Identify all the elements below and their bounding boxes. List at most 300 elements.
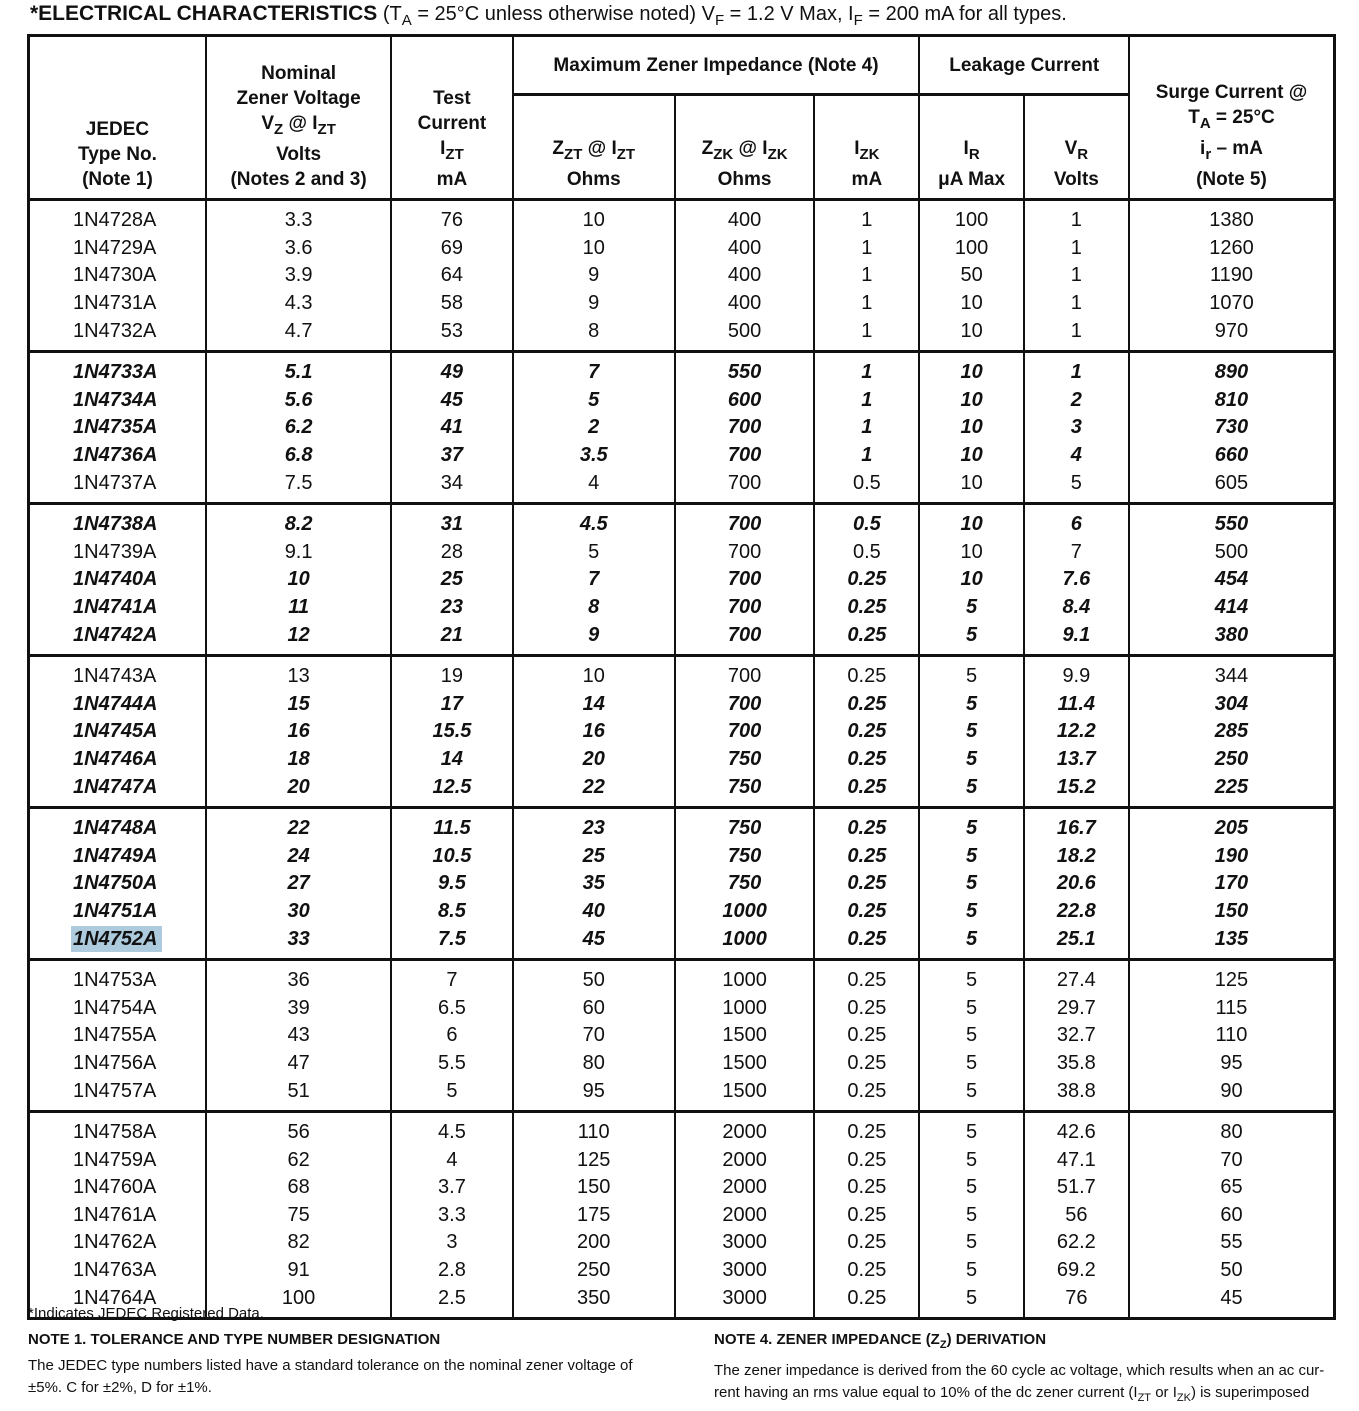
cell-izk [814,655,919,690]
cell-zzt [513,1111,675,1146]
cell-value: 1N4749A [73,844,158,867]
cell-value: 100 [954,236,989,259]
cell-vr [1024,539,1129,567]
cell-value: 3.9 [284,264,313,287]
cell-value: 1N4757A [73,1079,157,1102]
cell-type [29,503,206,538]
cell-type [29,539,206,567]
cell-value: 5 [966,1024,978,1047]
cell-zzt [513,1077,675,1111]
cell-izt [391,290,512,318]
cell-zzt [513,691,675,719]
cell-value: 7 [446,969,458,992]
cell-vz [206,898,391,926]
cell-type [29,1111,206,1146]
row-group [29,959,1335,1111]
cell-zzt [513,898,675,926]
cell-value: 1N4764A [73,1286,157,1309]
cell-value: 10 [960,471,983,494]
cell-izk [814,1146,919,1174]
cell-value: 3000 [722,1231,767,1254]
cell-zzk [675,1257,814,1285]
cell-type [29,870,206,898]
cell-value: 8 [588,596,600,619]
cell-value: 0.25 [847,927,887,950]
cell-zzk [675,1202,814,1230]
cell-value: 0.25 [847,747,887,770]
cell-vz [206,1174,391,1202]
cell-value: 9.9 [1062,665,1091,688]
cell-type [29,387,206,415]
cell-value: 62.2 [1056,1231,1096,1254]
cell-value: 1 [861,388,873,411]
cell-value: 1N4738A [73,513,158,536]
cell-value: 31 [440,513,464,536]
table-row [29,387,1335,415]
cell-izk [814,718,919,746]
cell-value: 58 [440,292,464,315]
cell-type [29,566,206,594]
cell-zzk [675,898,814,926]
cell-value: 5 [588,388,600,411]
cell-value: 1 [1070,292,1082,315]
cell-izk [814,414,919,442]
table-row [29,503,1335,538]
cell-value: 1N4731A [73,292,157,315]
cell-surge [1129,718,1335,746]
cell-zzt [513,655,675,690]
cell-type [29,898,206,926]
cell-value: 5 [966,1231,978,1254]
row-group [29,807,1335,959]
cell-vr [1024,691,1129,719]
cell-vr [1024,807,1129,842]
cell-izk [814,1022,919,1050]
cell-ir [919,351,1023,386]
cell-value: 0.5 [852,471,881,494]
cell-zzt [513,773,675,807]
cell-zzk [675,691,814,719]
cell-value: 550 [727,361,762,384]
cell-type [29,594,206,622]
cell-value: 25 [440,568,464,591]
table-row [29,200,1335,235]
cell-surge [1129,566,1335,594]
cell-value: 0.25 [847,1259,887,1282]
cell-value: 9.1 [1062,623,1091,646]
header-zzk: $Z_{ZK}$ @ $I_{ZK}$ Ohms [675,95,814,200]
cell-izt [391,1146,512,1174]
table-row [29,1146,1335,1174]
cell-izt [391,1229,512,1257]
cell-value: 605 [1214,471,1249,494]
cell-value: 22 [287,817,310,840]
cell-ir [919,387,1023,415]
cell-value: 1N4739A [73,540,157,563]
cell-value: 1190 [1209,264,1253,287]
cell-surge [1129,1229,1335,1257]
cell-vr [1024,898,1129,926]
cell-ir [919,1202,1023,1230]
cell-value: 20 [582,747,605,770]
cell-izk [814,442,919,470]
cell-value: 700 [727,444,762,467]
cell-value: 700 [727,540,762,563]
cell-izk [814,387,919,415]
cell-value: 3.3 [438,1203,466,1226]
cell-value: 22 [582,775,605,798]
cell-value: 1N4740A [73,568,158,591]
cell-value: 150 [1214,899,1249,922]
cell-value: 1000 [722,996,767,1019]
cell-value: 0.25 [847,844,887,867]
electrical-characteristics-table [27,34,1336,1320]
cell-zzk [675,1077,814,1111]
cell-value: 45 [582,927,605,950]
cell-izk [814,925,919,959]
cell-value: 9.1 [284,540,313,563]
cell-izk [814,1257,919,1285]
cell-value: 700 [727,596,762,619]
cell-type [29,773,206,807]
cell-type [29,1174,206,1202]
cell-izt [391,1284,512,1318]
cell-value: 10 [960,361,983,384]
table-row [29,898,1335,926]
cell-type [29,994,206,1022]
cell-value: 0.25 [847,1079,887,1102]
cell-izt [391,870,512,898]
cell-type [29,655,206,690]
cell-value: 150 [577,1176,611,1199]
cell-value: 10 [287,568,310,591]
cell-vr [1024,387,1129,415]
cell-zzk [675,959,814,994]
cell-type [29,1022,206,1050]
cell-value: 135 [1214,927,1249,950]
cell-value: 29.7 [1056,996,1096,1019]
cell-surge [1129,746,1335,774]
cell-value: 23 [582,817,605,840]
cell-surge [1129,1174,1335,1202]
cell-value: 350 [577,1286,611,1309]
cell-vz [206,691,391,719]
cell-value: 3.5 [579,444,608,467]
cell-izt [391,235,512,263]
cell-value: 890 [1214,361,1249,384]
row-group [29,200,1335,352]
cell-value: 1N4745A [73,720,158,743]
cell-zzk [675,594,814,622]
cell-value: 12.5 [432,775,472,798]
cell-value: 100 [281,1286,316,1309]
cell-value: 22.8 [1056,899,1096,922]
cell-value: 38.8 [1056,1079,1096,1102]
cell-surge [1129,235,1335,263]
cell-value: 42.6 [1056,1121,1096,1144]
cell-value: 1N4758A [73,1121,157,1144]
cell-value: 5 [588,540,600,563]
cell-surge [1129,539,1335,567]
cell-izt [391,414,512,442]
cell-ir [919,807,1023,842]
cell-surge [1129,1284,1335,1318]
cell-surge [1129,994,1335,1022]
cell-vz [206,503,391,538]
cell-izt [391,621,512,655]
cell-value: 0.25 [847,1231,887,1254]
cell-vz [206,539,391,567]
title-main: *ELECTRICAL CHARACTERISTICS [30,2,378,25]
cell-value: 90 [1220,1079,1243,1102]
cell-ir [919,898,1023,926]
cell-value: 0.25 [847,623,887,646]
cell-value: 1N4733A [73,361,158,384]
cell-izt [391,469,512,503]
cell-value: 16 [582,720,605,743]
cell-value: 20 [287,775,310,798]
cell-izk [814,691,919,719]
cell-izk [814,1229,919,1257]
cell-surge [1129,469,1335,503]
cell-value: 750 [727,775,762,798]
cell-value: 10 [960,513,983,536]
cell-izk [814,1202,919,1230]
cell-izt [391,1022,512,1050]
cell-izt [391,387,512,415]
cell-type [29,351,206,386]
cell-value: 344 [1214,665,1249,688]
cell-izk [814,959,919,994]
cell-vz [206,621,391,655]
cell-value: 0.25 [847,775,887,798]
cell-ir [919,539,1023,567]
cell-value: 13.7 [1056,747,1096,770]
cell-value: 10 [960,444,983,467]
page-title [30,2,1067,29]
cell-zzt [513,807,675,842]
cell-izt [391,1174,512,1202]
cell-value: 1N4730A [73,264,157,287]
cell-type [29,235,206,263]
cell-value: 10 [582,665,605,688]
cell-zzt [513,959,675,994]
cell-zzt [513,290,675,318]
cell-value: 1N4737A [73,471,157,494]
cell-surge [1129,351,1335,386]
cell-vr [1024,1229,1129,1257]
cell-value: 5 [966,817,978,840]
cell-izt [391,1257,512,1285]
cell-value: 400 [727,264,762,287]
cell-ir [919,773,1023,807]
cell-zzk [675,290,814,318]
cell-vr [1024,566,1129,594]
cell-value: 2000 [722,1148,767,1171]
cell-value: 2 [1070,388,1082,411]
cell-value: 500 [727,319,762,342]
cell-value: 47 [287,1051,310,1074]
cell-value: 200 [577,1231,611,1254]
cell-surge [1129,655,1335,690]
cell-zzt [513,718,675,746]
cell-value: 9 [588,292,600,315]
cell-izk [814,469,919,503]
cell-izt [391,539,512,567]
cell-zzk [675,1146,814,1174]
cell-value: 500 [1214,540,1249,563]
cell-zzt [513,566,675,594]
table-row [29,414,1335,442]
cell-vr [1024,925,1129,959]
cell-value: 64 [440,264,464,287]
header-izk: $I_{ZK}$ mA [814,95,919,200]
cell-value: 115 [1215,996,1248,1019]
cell-value: 3000 [722,1259,767,1282]
cell-vr [1024,1146,1129,1174]
cell-type [29,925,206,959]
cell-value: 33 [287,927,310,950]
cell-zzt [513,503,675,538]
cell-izt [391,718,512,746]
cell-value: 125 [577,1148,611,1171]
cell-izk [814,773,919,807]
cell-vz [206,842,391,870]
cell-vr [1024,235,1129,263]
cell-value: 0.5 [852,540,881,563]
cell-value: 1N4759A [73,1148,157,1171]
cell-vr [1024,870,1129,898]
cell-ir [919,262,1023,290]
cell-ir [919,442,1023,470]
cell-value: 50 [1220,1259,1243,1282]
cell-zzk [675,621,814,655]
cell-value: 0.5 [852,513,881,536]
header-zzt: $Z_{ZT}$ @ $I_{ZT}$ Ohms [513,95,675,200]
cell-zzk [675,718,814,746]
cell-vz [206,1257,391,1285]
cell-value: 23 [440,596,464,619]
table-row [29,1077,1335,1111]
cell-vz [206,870,391,898]
cell-zzk [675,655,814,690]
cell-vr [1024,317,1129,351]
cell-zzk [675,773,814,807]
cell-value: 1N4728A [73,209,157,232]
table-row [29,870,1335,898]
cell-vr [1024,994,1129,1022]
table-row [29,442,1335,470]
cell-zzt [513,539,675,567]
cell-izt [391,503,512,538]
cell-value: 12.2 [1056,720,1096,743]
cell-izk [814,539,919,567]
cell-zzk [675,1111,814,1146]
cell-vz [206,718,391,746]
cell-value: 10 [582,236,605,259]
cell-value: 7.5 [284,471,313,494]
cell-ir [919,235,1023,263]
cell-type [29,442,206,470]
note4-title: NOTE 4. ZENER IMPEDANCE $(Z_Z)$ DERIVATION [714,1331,1047,1351]
cell-surge [1129,414,1335,442]
note1-text: The JEDEC type numbers listed have a standard tolerance on the nominal zener voltage of ±5%. C for ±2%, D for ±1%. [28,1357,633,1396]
cell-value: 0.25 [847,568,887,591]
cell-value: 2000 [722,1203,767,1226]
cell-zzt [513,351,675,386]
cell-value: 56 [1065,1203,1088,1226]
cell-value: 2000 [722,1121,767,1144]
cell-value: 5 [966,1051,978,1074]
cell-value: 69 [440,236,464,259]
cell-value: 1N4751A [73,899,158,922]
cell-value: 5.6 [284,388,313,411]
cell-vr [1024,655,1129,690]
table-row [29,317,1335,351]
cell-value: 5 [966,1079,978,1102]
cell-value: 454 [1214,568,1249,591]
cell-value: 82 [287,1231,310,1254]
cell-izt [391,442,512,470]
cell-value: 1N4741A [73,596,158,619]
cell-vr [1024,262,1129,290]
cell-value: 730 [1214,416,1249,439]
cell-zzt [513,1174,675,1202]
cell-value: 36 [287,969,310,992]
cell-value: 1 [1070,209,1082,232]
cell-zzk [675,200,814,235]
cell-value: 10 [960,319,983,342]
cell-value: 37 [440,444,464,467]
table-header [29,36,1335,200]
cell-value: 95 [1220,1051,1243,1074]
cell-value: 1N4762A [73,1231,157,1254]
cell-izt [391,351,512,386]
cell-value: 24 [287,844,310,867]
cell-value: 1 [1070,264,1082,287]
header-test-current: Test Current $I_{ZT}$ mA [391,36,512,200]
cell-value: 53 [440,319,464,342]
cell-value: 18.2 [1056,844,1096,867]
cell-value: 51 [287,1079,310,1102]
cell-value: 5 [966,844,978,867]
cell-value: 1N4732A [73,319,157,342]
cell-value: 76 [1065,1286,1088,1309]
cell-value: 10 [582,209,605,232]
table-row [29,691,1335,719]
table-row [29,959,1335,994]
cell-value: 0.25 [847,665,887,688]
cell-izt [391,566,512,594]
cell-value: 5 [966,623,978,646]
cell-value: 3.6 [284,236,313,259]
cell-value: 400 [727,236,762,259]
cell-value: 20.6 [1056,872,1096,895]
cell-value: 15.5 [432,720,472,743]
header-max-zener-impedance: Maximum Zener Impedance (Note 4) [513,36,920,95]
cell-value: 11.4 [1057,692,1096,715]
cell-value: 1N4752A [71,926,162,952]
cell-surge [1129,1077,1335,1111]
cell-value: 50 [960,264,983,287]
cell-value: 0.25 [847,692,887,715]
cell-value: 70 [1220,1148,1243,1171]
cell-surge [1129,691,1335,719]
cell-izt [391,746,512,774]
cell-zzk [675,807,814,842]
cell-value: 1070 [1209,292,1254,315]
table-row [29,718,1335,746]
